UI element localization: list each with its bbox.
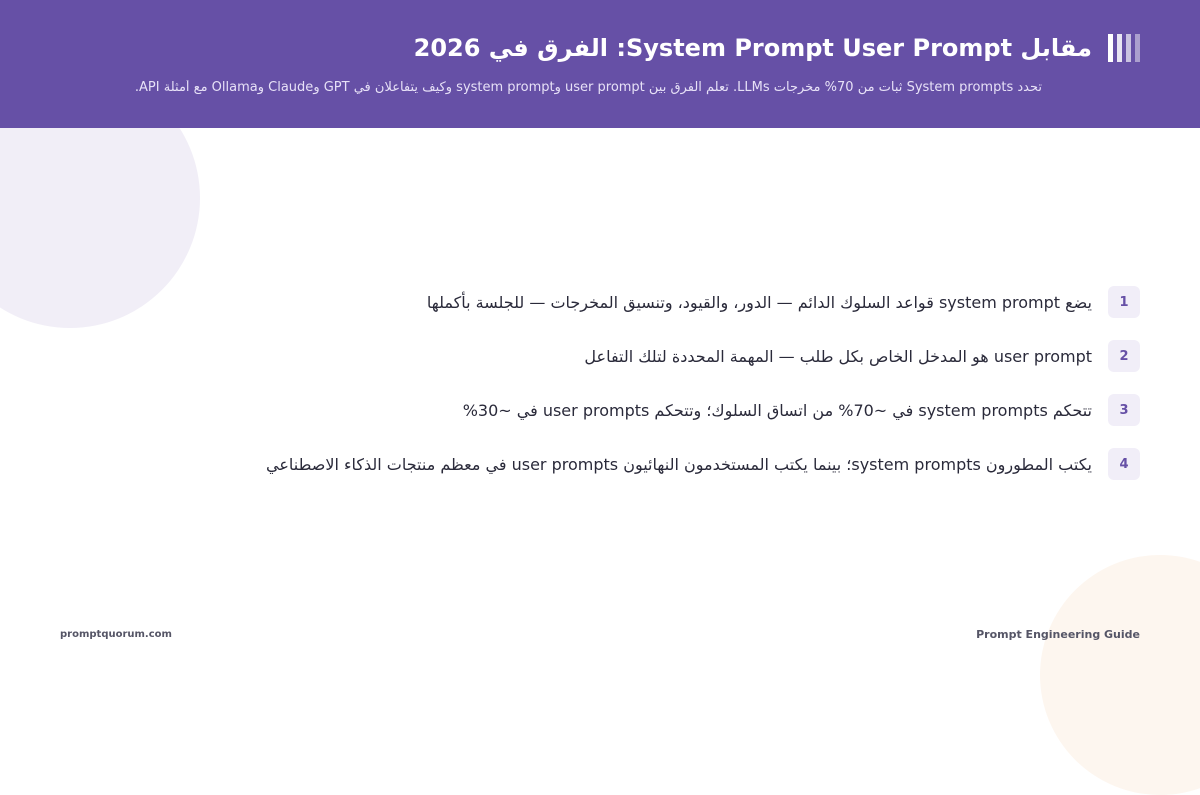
decorative-circle-right <box>1040 555 1200 795</box>
item-text: تتحكم system prompts في ~70% من اتساق السلوك؛ وتتحكم user prompts في ~30% <box>462 400 1092 420</box>
item-number-badge: 3 <box>1108 394 1140 426</box>
title-row <box>414 34 1140 62</box>
list-item <box>80 446 1140 482</box>
item-number-badge: 1 <box>1108 286 1140 318</box>
list-item <box>80 392 1140 428</box>
page-title: مقابل System Prompt User Prompt: الفرق في 2026 <box>413 34 1092 62</box>
header-banner <box>0 0 1200 128</box>
item-text: يضع system prompt قواعد السلوك الدائم — الدور، والقيود، وتنسيق المخرجات — للجلسة بأكملها <box>426 292 1092 312</box>
footer-guide-name: Prompt Engineering Guide <box>976 628 1140 641</box>
list-item <box>80 284 1140 320</box>
item-text: يكتب المطورون system prompts؛ بينما يكتب المستخدمون النهائيون user prompts في معظم منتجات الذكاء الاصطناعي <box>266 454 1092 474</box>
page-subtitle: تحدد System prompts ثبات من 70% مخرجات LLMs. تعلّم الفرق بين user prompt وsystem prompt وكيف يتفاعلان في GPT وClaude وOllama مع أمثلة API. <box>134 80 1042 95</box>
list-item <box>80 338 1140 374</box>
footer-site: promptquorum.com <box>60 629 172 640</box>
item-text: user prompt هو المدخل الخاص بكل طلب — المهمة المحددة لتلك التفاعل <box>584 346 1092 366</box>
item-number-badge: 4 <box>1108 448 1140 480</box>
logo-bars-icon <box>1108 34 1140 62</box>
key-points-list <box>80 284 1140 500</box>
item-number-badge: 2 <box>1108 340 1140 372</box>
